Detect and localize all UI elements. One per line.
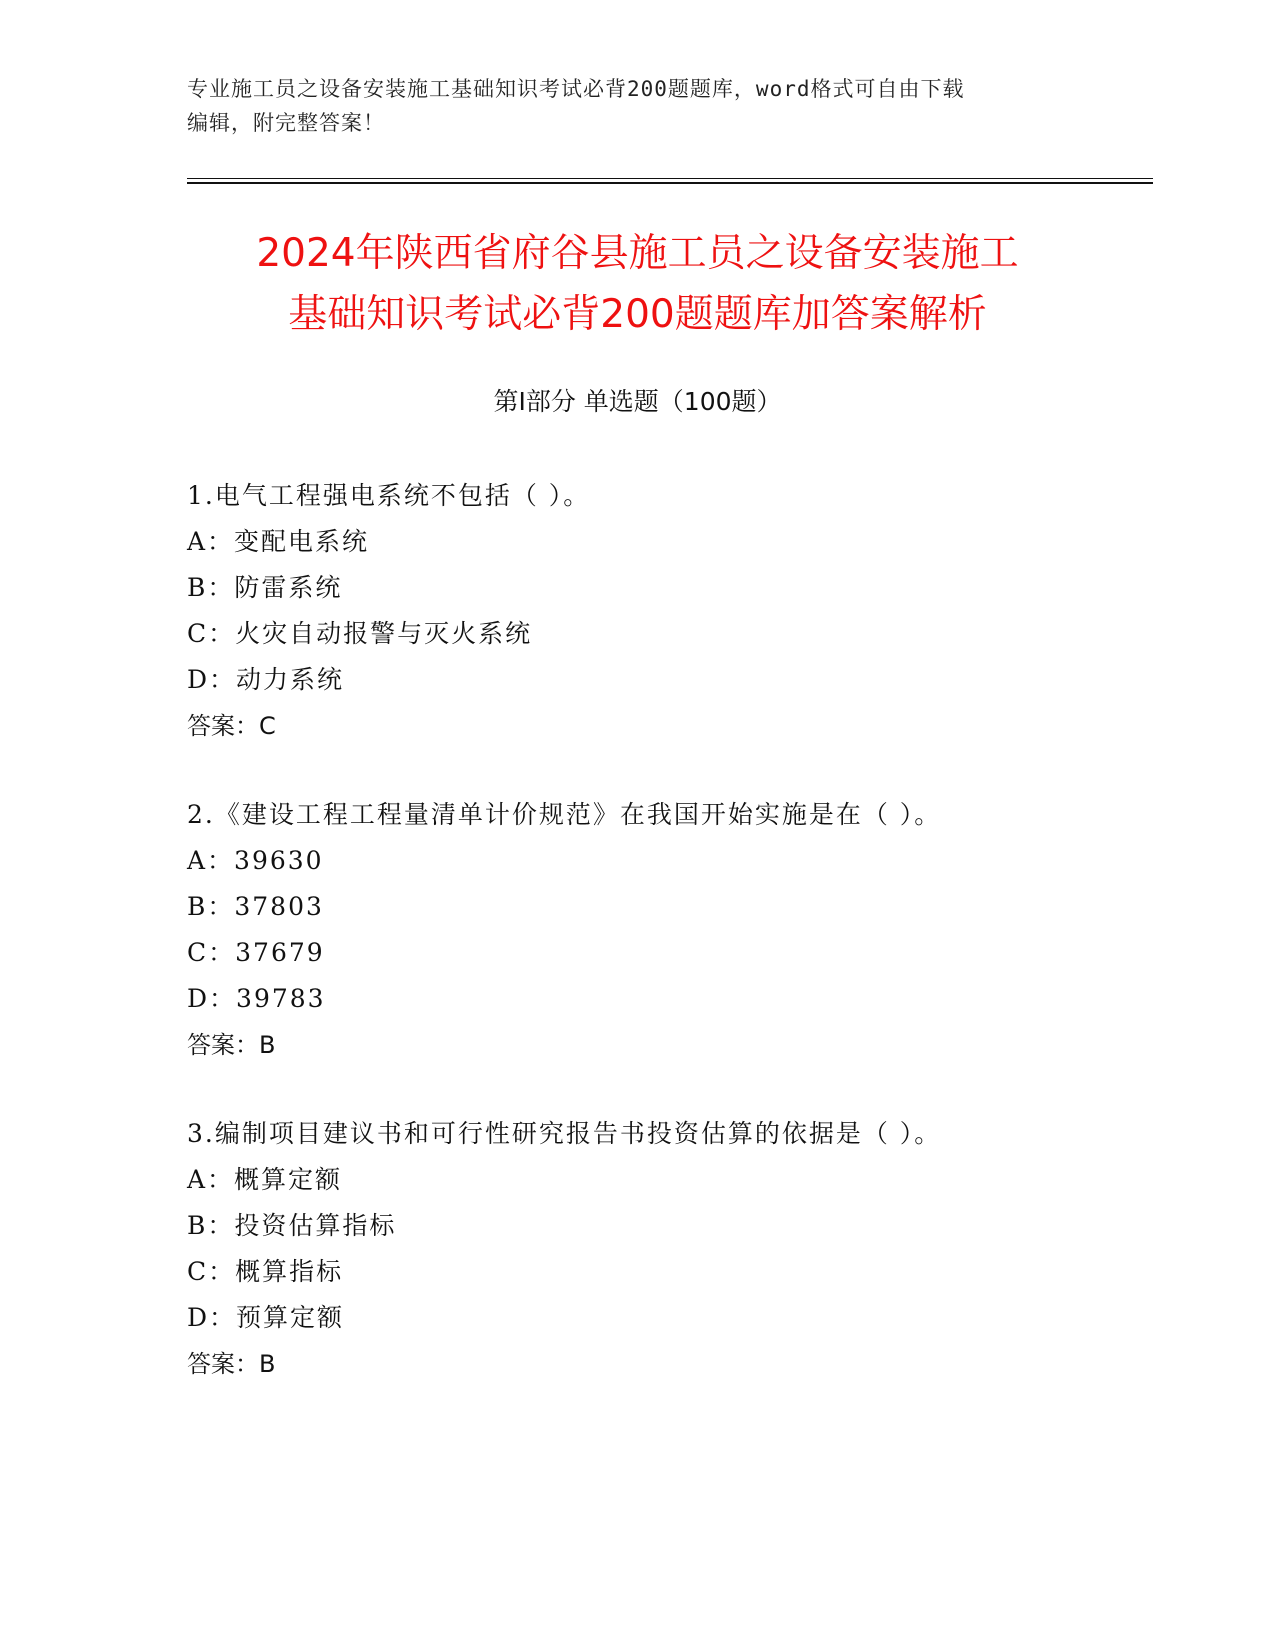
option-c: C：37679 — [187, 938, 325, 967]
question-stem: 1.电气工程强电系统不包括（ ）。 — [187, 481, 591, 510]
option-a: A：39630 — [187, 846, 324, 875]
header-divider-thick — [187, 182, 1153, 184]
section-title: 第Ⅰ部分 单选题（100题） — [493, 387, 782, 416]
header-divider-thin — [187, 178, 1153, 179]
option-d: D：预算定额 — [187, 1303, 345, 1332]
header-note-line-1: 专业施工员之设备安装施工基础知识考试必背200题题库，word格式可自由下载 — [187, 77, 965, 101]
option-a: A：变配电系统 — [187, 527, 370, 556]
answer-line: 答案：B — [187, 1031, 276, 1059]
answer-line: 答案：B — [187, 1350, 276, 1378]
option-d: D：动力系统 — [187, 665, 345, 694]
header-note — [187, 72, 1077, 140]
header-note-line-2: 编辑，附完整答案！ — [187, 111, 385, 135]
question-stem: 2.《建设工程工程量清单计价规范》在我国开始实施是在（ ）。 — [187, 800, 942, 829]
option-a: A：概算定额 — [187, 1165, 343, 1194]
option-b: B：防雷系统 — [187, 573, 343, 602]
question-block — [187, 792, 1137, 1068]
document-title-line-2: 基础知识考试必背200题题库加答案解析 — [288, 292, 987, 337]
answer-line: 答案：C — [187, 712, 276, 740]
document-title — [150, 223, 1125, 345]
question-stem: 3.编制项目建议书和可行性研究报告书投资估算的依据是（ ）。 — [187, 1119, 942, 1148]
option-c: C：火灾自动报警与灭火系统 — [187, 619, 533, 648]
question-block — [187, 473, 1137, 749]
option-c: C：概算指标 — [187, 1257, 344, 1286]
document-title-line-1: 2024年陕西省府谷县施工员之设备安装施工 — [256, 231, 1019, 276]
option-b: B：37803 — [187, 892, 324, 921]
question-block — [187, 1111, 1137, 1387]
option-d: D：39783 — [187, 984, 326, 1013]
option-b: B：投资估算指标 — [187, 1211, 397, 1240]
